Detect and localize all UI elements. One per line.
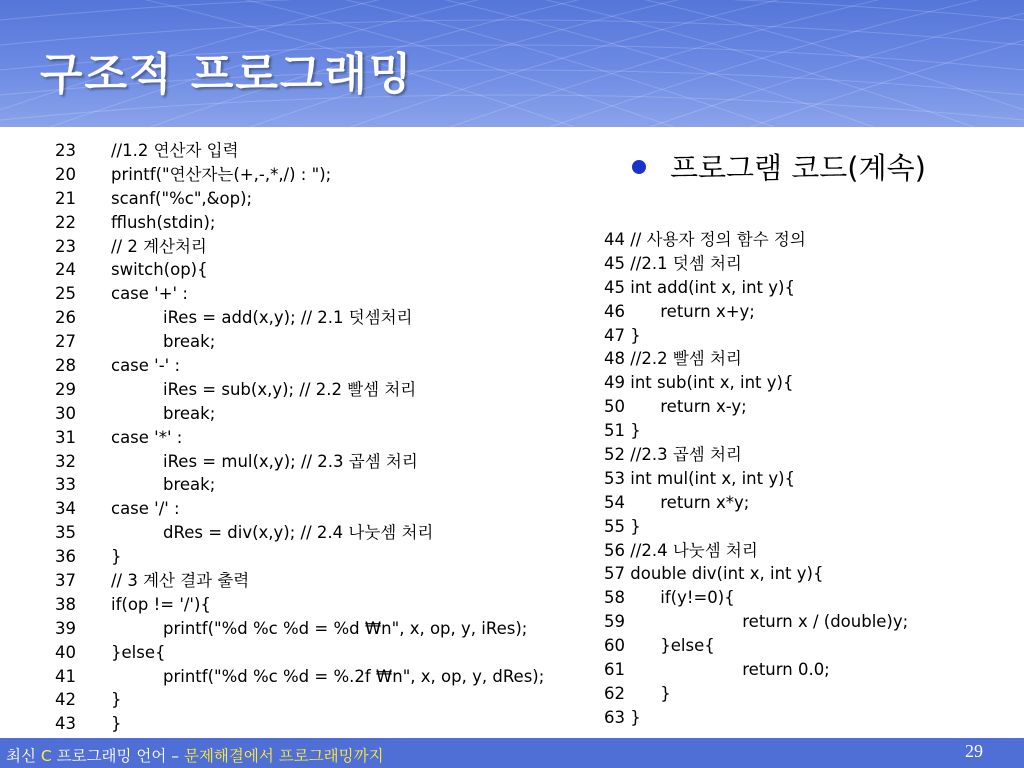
code-line xyxy=(55,641,544,665)
line-number: 55 xyxy=(604,516,625,536)
line-number: 22 xyxy=(55,212,76,232)
code-text: printf("%d %c %d = %.2f ₩n", x, op, y, dRes); xyxy=(163,666,545,686)
code-line xyxy=(55,617,544,641)
code-line xyxy=(55,282,544,306)
line-number: 63 xyxy=(604,707,625,727)
bullet-heading xyxy=(632,146,926,187)
code-line xyxy=(604,539,908,563)
line-number: 57 xyxy=(604,564,625,584)
code-line xyxy=(604,515,908,539)
line-number: 26 xyxy=(55,308,76,328)
code-text: switch(op){ xyxy=(111,260,208,280)
code-line xyxy=(604,467,908,491)
code-listing-main xyxy=(55,139,544,736)
code-line xyxy=(55,354,544,378)
footer-book-prefix: 최신 xyxy=(6,747,41,765)
line-number: 41 xyxy=(55,666,76,686)
line-number: 45 xyxy=(604,253,625,273)
code-text: return x*y; xyxy=(660,492,750,512)
code-text: break; xyxy=(163,475,216,495)
code-line xyxy=(55,139,544,163)
code-text: } xyxy=(630,421,641,441)
bullet-icon xyxy=(632,160,646,174)
line-number: 42 xyxy=(55,690,76,710)
code-text: // 사용자 정의 함수 정의 xyxy=(630,230,806,249)
line-number: 47 xyxy=(604,325,625,345)
code-text: if(y!=0){ xyxy=(660,588,735,608)
title-banner xyxy=(0,0,1024,127)
line-number: 61 xyxy=(604,660,625,680)
line-number: 51 xyxy=(604,421,625,441)
line-number: 29 xyxy=(55,379,76,399)
code-line xyxy=(604,634,908,658)
code-line xyxy=(604,706,908,730)
code-text: scanf("%c",&op); xyxy=(111,188,253,208)
code-text: iRes = sub(x,y); // 2.2 빨셈 처리 xyxy=(163,379,417,399)
code-line xyxy=(55,545,544,569)
line-number: 39 xyxy=(55,618,76,638)
page-number: 29 xyxy=(965,741,983,761)
line-number: 60 xyxy=(604,636,625,656)
line-number: 52 xyxy=(604,445,625,465)
code-text: if(op != '/'){ xyxy=(111,594,211,614)
code-text: case '+' : xyxy=(111,284,188,304)
code-text: int mul(int x, int y){ xyxy=(630,468,796,488)
code-line xyxy=(604,371,908,395)
line-number: 56 xyxy=(604,540,625,560)
line-number: 53 xyxy=(604,468,625,488)
slide-title: 구조적 프로그래밍 xyxy=(40,49,414,100)
code-text: } xyxy=(111,547,122,567)
code-line xyxy=(55,187,544,211)
code-text: return x / (double)y; xyxy=(742,612,909,632)
code-line xyxy=(604,324,908,348)
line-number: 59 xyxy=(604,612,625,632)
code-text: return x+y; xyxy=(660,301,755,321)
code-listing-functions xyxy=(604,228,908,730)
footer-text xyxy=(6,744,384,766)
code-text: case '-' : xyxy=(111,356,181,376)
code-line xyxy=(55,211,544,235)
code-text: case '*' : xyxy=(111,427,183,447)
code-line xyxy=(55,450,544,474)
line-number: 23 xyxy=(55,141,76,160)
line-number: 45 xyxy=(604,277,625,297)
line-number: 21 xyxy=(55,188,76,208)
line-number: 54 xyxy=(604,492,625,512)
code-line xyxy=(55,235,544,259)
line-number: 43 xyxy=(55,714,76,734)
line-number: 30 xyxy=(55,403,76,423)
line-number: 24 xyxy=(55,260,76,280)
code-line xyxy=(55,258,544,282)
code-line xyxy=(55,306,544,330)
code-text: } xyxy=(111,690,122,710)
footer-book-subtitle: 문제해결에서 프로그래밍까지 xyxy=(183,747,384,765)
line-number: 40 xyxy=(55,642,76,662)
code-line xyxy=(55,593,544,617)
code-line xyxy=(604,658,908,682)
code-line xyxy=(604,682,908,706)
line-number: 37 xyxy=(55,571,76,591)
line-number: 27 xyxy=(55,332,76,352)
code-text: }else{ xyxy=(111,642,166,662)
line-number: 20 xyxy=(55,164,76,184)
code-line xyxy=(55,402,544,426)
line-number: 38 xyxy=(55,594,76,614)
code-text: printf("연산자는(+,-,*,/) : "); xyxy=(111,164,332,184)
line-number: 31 xyxy=(55,427,76,447)
code-text: } xyxy=(111,714,122,734)
code-text: iRes = mul(x,y); // 2.3 곱셈 처리 xyxy=(163,451,418,471)
footer-book-c: C xyxy=(40,747,52,765)
code-text: printf("%d %c %d = %d ₩n", x, op, y, iRes); xyxy=(163,618,528,638)
code-line xyxy=(55,330,544,354)
line-number: 25 xyxy=(55,284,76,304)
code-line xyxy=(604,252,908,276)
line-number: 50 xyxy=(604,397,625,417)
code-line xyxy=(55,521,544,545)
code-text: } xyxy=(630,707,641,727)
code-text: //2.2 빨셈 처리 xyxy=(630,349,742,369)
line-number: 44 xyxy=(604,230,625,249)
code-line xyxy=(604,562,908,586)
code-line xyxy=(55,378,544,402)
bullet-heading-text: 프로그램 코드(계속) xyxy=(670,151,926,185)
footer-bar xyxy=(0,738,1024,768)
code-line xyxy=(604,586,908,610)
code-text: } xyxy=(660,683,671,703)
code-text: double div(int x, int y){ xyxy=(630,564,824,584)
code-text: break; xyxy=(163,403,216,423)
code-line xyxy=(55,426,544,450)
line-number: 49 xyxy=(604,373,625,393)
code-text: iRes = add(x,y); // 2.1 덧셈처리 xyxy=(163,308,413,328)
code-text: // 2 계산처리 xyxy=(111,236,207,256)
code-line xyxy=(604,395,908,419)
code-text: dRes = div(x,y); // 2.4 나눗셈 처리 xyxy=(163,523,434,543)
footer-book-middle: 프로그래밍 언어 xyxy=(51,747,167,765)
line-number: 36 xyxy=(55,547,76,567)
code-text: //2.3 곱셈 처리 xyxy=(630,445,742,465)
code-line xyxy=(55,688,544,712)
code-text: }else{ xyxy=(660,636,715,656)
line-number: 48 xyxy=(604,349,625,369)
line-number: 58 xyxy=(604,588,625,608)
code-text: break; xyxy=(163,332,216,352)
code-text: //1.2 연산자 입력 xyxy=(111,141,239,160)
code-line xyxy=(55,712,544,736)
code-text: //2.1 덧셈 처리 xyxy=(630,253,742,273)
code-line xyxy=(55,569,544,593)
code-line xyxy=(604,610,908,634)
code-text: int sub(int x, int y){ xyxy=(630,373,794,393)
code-line xyxy=(55,163,544,187)
footer-dash: – xyxy=(166,747,184,765)
code-line xyxy=(604,347,908,371)
code-text: } xyxy=(630,516,641,536)
code-line xyxy=(55,497,544,521)
code-line xyxy=(604,228,908,252)
code-text: fflush(stdin); xyxy=(111,212,216,232)
line-number: 34 xyxy=(55,499,76,519)
code-line xyxy=(604,419,908,443)
code-text: return x-y; xyxy=(660,397,747,417)
line-number: 46 xyxy=(604,301,625,321)
code-text: } xyxy=(630,325,641,345)
line-number: 23 xyxy=(55,236,76,256)
line-number: 32 xyxy=(55,451,76,471)
code-text: int add(int x, int y){ xyxy=(630,277,795,297)
code-text: return 0.0; xyxy=(742,660,830,680)
line-number: 33 xyxy=(55,475,76,495)
line-number: 35 xyxy=(55,523,76,543)
line-number: 62 xyxy=(604,683,625,703)
code-text: //2.4 나눗셈 처리 xyxy=(630,540,758,560)
code-line xyxy=(604,491,908,515)
code-line xyxy=(55,665,544,689)
code-line xyxy=(604,443,908,467)
code-text: // 3 계산 결과 출력 xyxy=(111,571,250,591)
code-text: case '/' : xyxy=(111,499,180,519)
code-line xyxy=(604,276,908,300)
code-line xyxy=(604,300,908,324)
code-line xyxy=(55,473,544,497)
line-number: 28 xyxy=(55,356,76,376)
